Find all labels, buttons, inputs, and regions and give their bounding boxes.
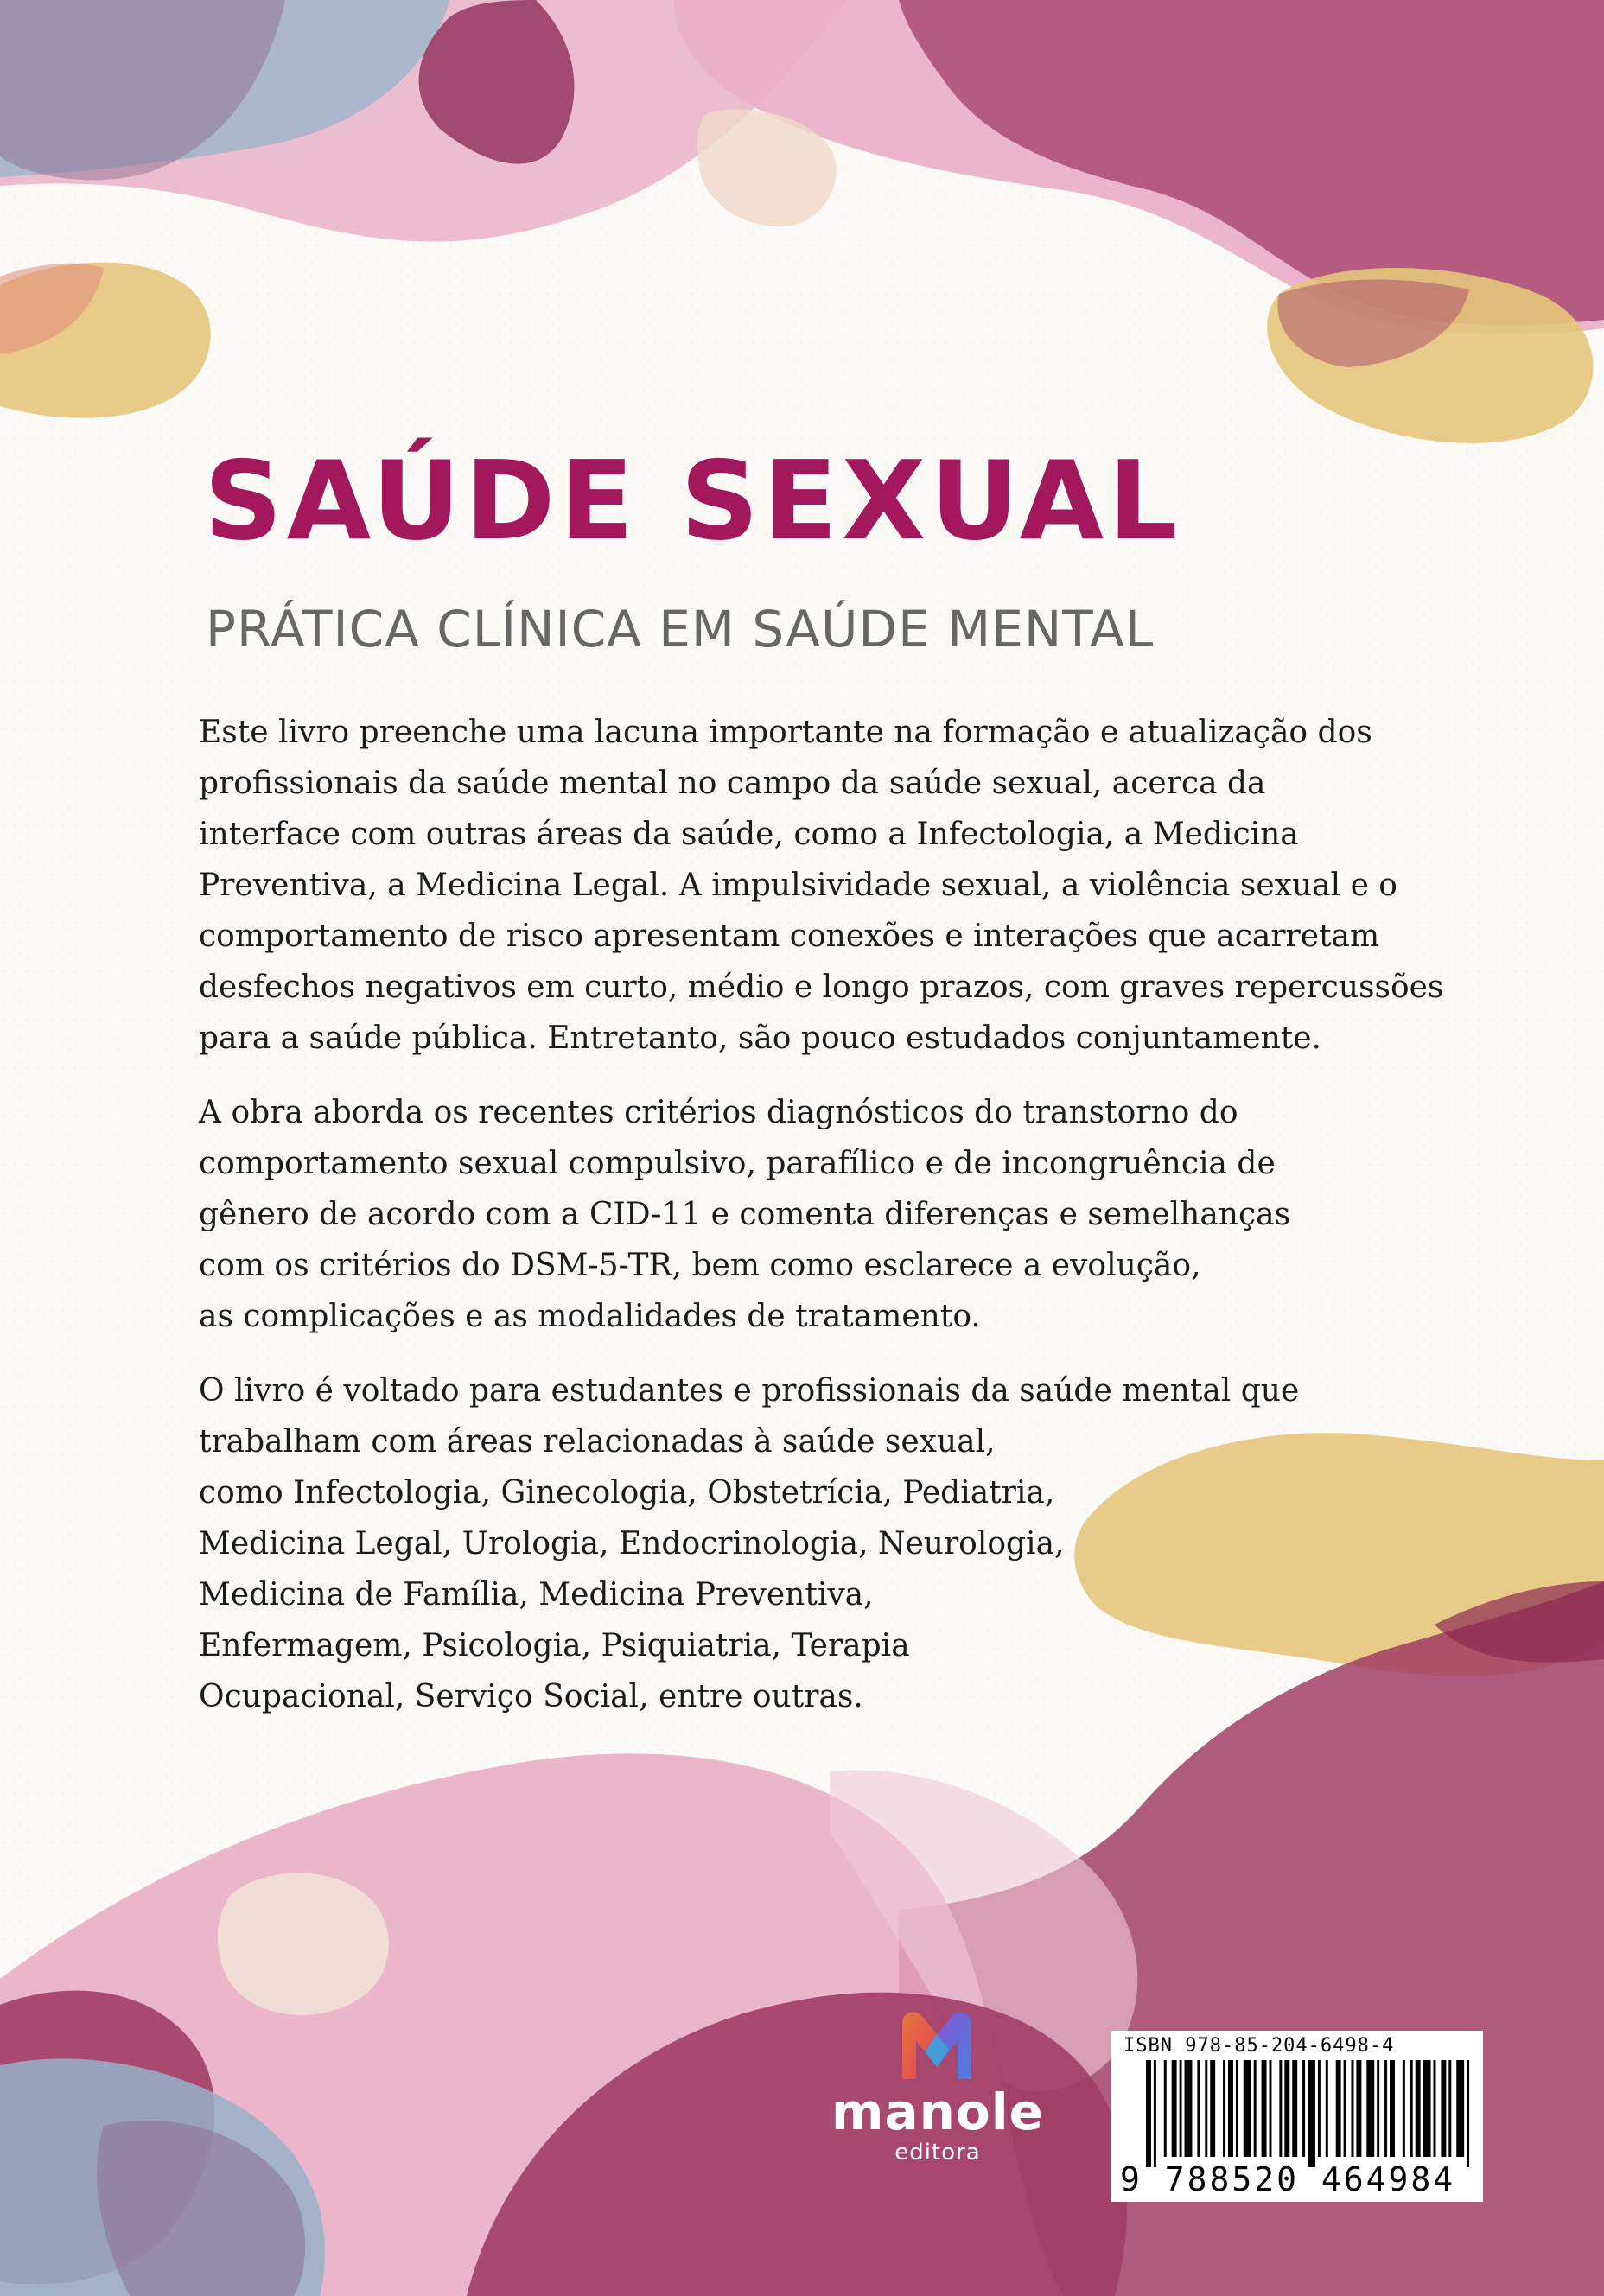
text-line: com os critérios do DSM-5-TR, bem como esclarece a evolução, bbox=[199, 1248, 1201, 1283]
isbn-barcode-block bbox=[1111, 2031, 1483, 2202]
text-line: para a saúde pública. Entretanto, são pouco estudados conjuntamente. bbox=[199, 1021, 1321, 1056]
publisher-name: manole bbox=[831, 2083, 1044, 2141]
text-line: Este livro preenche uma lacuna importante na formação e atualização dos bbox=[199, 715, 1372, 750]
text-line: trabalham com áreas relacionadas à saúde sexual, bbox=[199, 1424, 996, 1460]
barcode-icon bbox=[1146, 2060, 1474, 2167]
text-line: comportamento de risco apresentam conexões e interações que acarretam bbox=[199, 919, 1380, 954]
text-line: Medicina Legal, Urologia, Endocrinologia, Neurologia, bbox=[199, 1526, 1065, 1561]
synopsis-paragraph-1 bbox=[199, 707, 1444, 1064]
text-line: Ocupacional, Serviço Social, entre outras. bbox=[199, 1679, 863, 1714]
book-title: SAÚDE SEXUAL bbox=[204, 437, 1182, 564]
publisher-logo bbox=[821, 2005, 1054, 2166]
text-line: A obra aborda os recentes critérios diagnósticos do transtorno do bbox=[199, 1095, 1238, 1130]
publisher-tagline: editora bbox=[894, 2140, 981, 2166]
isbn-digits: 9 788520 464984 bbox=[1120, 2160, 1456, 2198]
manole-m-logo-icon bbox=[895, 2005, 978, 2084]
text-line: desfechos negativos em curto, médio e longo prazos, com graves repercussões bbox=[199, 970, 1444, 1005]
synopsis bbox=[199, 707, 1444, 1746]
text-line: Preventiva, a Medicina Legal. A impulsividade sexual, a violência sexual e o bbox=[199, 868, 1397, 903]
text-line: gênero de acordo com a CID-11 e comenta diferenças e semelhanças bbox=[199, 1197, 1291, 1232]
text-line: profissionais da saúde mental no campo da saúde sexual, acerca da bbox=[199, 766, 1266, 801]
synopsis-paragraph-3 bbox=[199, 1365, 1426, 1722]
text-line: Medicina de Família, Medicina Preventiva, bbox=[199, 1577, 874, 1612]
text-line: interface com outras áreas da saúde, como a Infectologia, a Medicina bbox=[199, 817, 1299, 852]
isbn-label: ISBN 978-85-204-6498-4 bbox=[1123, 2035, 1395, 2057]
text-line: como Infectologia, Ginecologia, Obstetrícia, Pediatria, bbox=[199, 1475, 1055, 1511]
synopsis-paragraph-2 bbox=[199, 1087, 1426, 1342]
text-line: comportamento sexual compulsivo, parafílico e de incongruência de bbox=[199, 1146, 1276, 1181]
text-line: as complicações e as modalidades de tratamento. bbox=[199, 1299, 981, 1334]
text-line: O livro é voltado para estudantes e profissionais da saúde mental que bbox=[199, 1373, 1300, 1409]
book-subtitle: PRÁTICA CLÍNICA EM SAÚDE MENTAL bbox=[206, 600, 1155, 658]
text-line: Enfermagem, Psicologia, Psiquiatria, Terapia bbox=[199, 1628, 910, 1663]
